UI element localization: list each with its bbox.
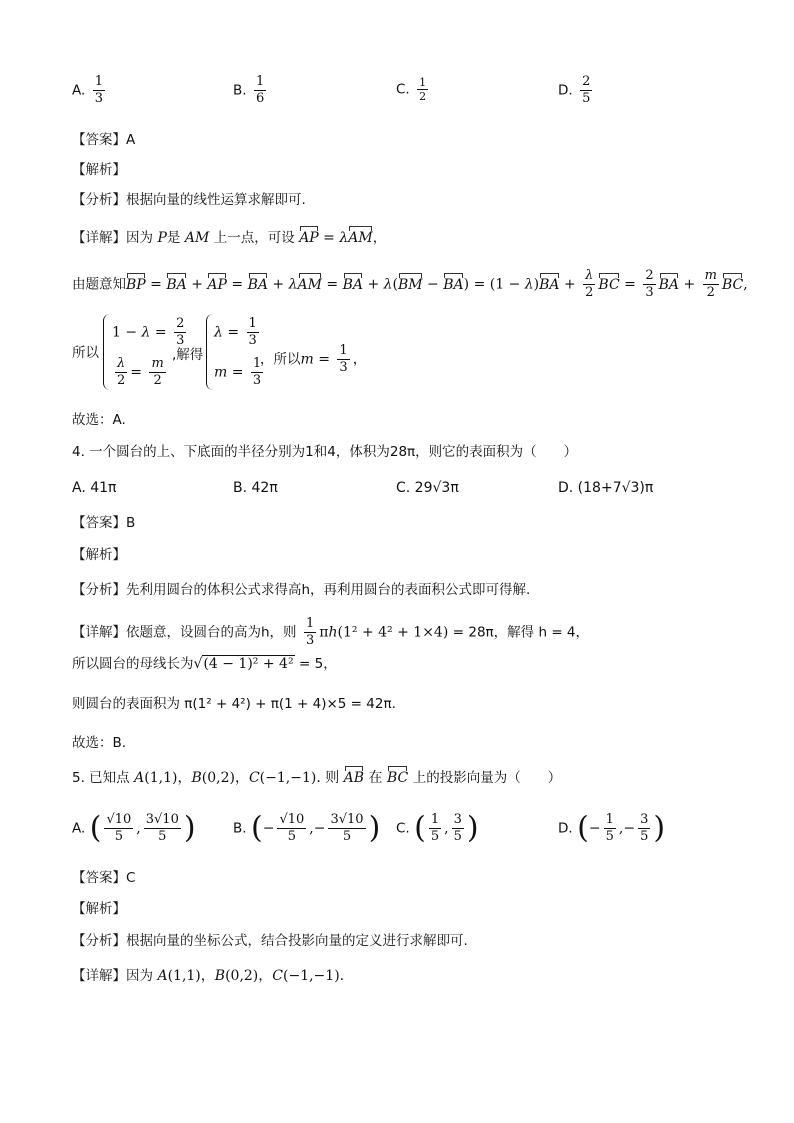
brace xyxy=(206,314,213,390)
q4-option-b: B. 42π xyxy=(233,480,278,496)
equation: $\frac{\lambda}{2}$ = $\frac{m}{2}$ xyxy=(117,356,164,388)
q3-analysis-title: 【解析】 xyxy=(72,162,126,178)
q4-slant: 所以圆台的母线长为√(4 − 1)² + 4² = 5， xyxy=(72,656,337,672)
q4-detail: 【详解】依题意，设圆台的高为h，则 $\frac{1}{3}$ πh(1² + 4² + 1×4) = 28π，解得 h = 4， xyxy=(72,616,590,648)
fraction: $\frac{2}{5}$ xyxy=(582,74,591,106)
option-label: B. xyxy=(233,82,247,99)
equation: λ = $\frac{1}{3}$ xyxy=(214,316,257,348)
q3-choose: 故选：A. xyxy=(72,412,126,428)
q5-option-a: A. ( $\frac{√10}{5}$ , $\frac{3√10}{5}$ ) xyxy=(72,810,196,846)
fraction: $\frac{1}{2}$ xyxy=(419,76,427,103)
brace xyxy=(103,314,110,390)
option-label: A. xyxy=(72,82,86,99)
q4-option-c: C. 29√3π xyxy=(396,480,459,496)
equation: m = $\frac{1}{3}$ xyxy=(214,356,262,388)
q3-detail: 【详解】因为 P是 AM 上一点，可设 AP = λAM， xyxy=(72,230,387,246)
q5-detail: 【详解】因为 A(1,1)，B(0,2)，C(−1,−1). xyxy=(72,968,345,984)
option-label: C. xyxy=(396,81,410,98)
q4-stem: 4. 一个圆台的上、下底面的半径分别为1和4，体积为28π，则它的表面积为（ ） xyxy=(72,444,578,460)
result: ，所以m = $\frac{1}{3}$ ， xyxy=(260,343,367,375)
fraction: $\frac{1}{3}$ xyxy=(94,74,104,106)
q3-option-c xyxy=(396,76,431,103)
q4-option-a: A. 41π xyxy=(72,480,117,496)
q3-answer: 【答案】A xyxy=(72,132,136,148)
q3-option-b xyxy=(233,74,269,107)
q4-answer: 【答案】B xyxy=(72,515,136,531)
q4-option-d: D. (18+7√3)π xyxy=(558,480,654,496)
solve-text: ,解得 xyxy=(172,347,204,363)
q3-system: 所以 xyxy=(72,345,99,361)
option-label: D. xyxy=(558,82,573,99)
fraction: $\frac{1}{6}$ xyxy=(256,74,265,106)
q3-derivation: 由题意知BP = BA + AP = BA + λAM = BA + λ(BM − BA) = (1 − λ)BA + $\frac{\lambda}{2}$ BC = $\frac{2}{3}$ BA + $\frac{m}{2}$ BC, xyxy=(72,268,748,300)
q4-analysis-title: 【解析】 xyxy=(72,547,126,563)
option-label: A. xyxy=(72,820,86,837)
q4-fenxi: 【分析】先利用圆台的体积公式求得高h，再利用圆台的表面积公式即可得解. xyxy=(72,582,531,598)
option-label: B. xyxy=(233,820,247,837)
q5-fenxi: 【分析】根据向量的坐标公式，结合投影向量的定义进行求解即可. xyxy=(72,933,468,949)
q4-choose: 故选：B. xyxy=(72,735,127,751)
q4-area: 则圆台的表面积为 π(1² + 4²) + π(1 + 4)×5 = 42π. xyxy=(72,696,396,712)
equation: 1 − λ = $\frac{2}{3}$ xyxy=(112,316,185,348)
option-label: D. xyxy=(558,820,573,837)
q3-option-d xyxy=(558,74,595,107)
q5-answer: 【答案】C xyxy=(72,870,136,886)
q3-fenxi: 【分析】根据向量的线性运算求解即可. xyxy=(72,192,306,208)
q3-option-a xyxy=(72,74,108,107)
q5-option-d: D. (− $\frac{1}{5}$ ,− $\frac{3}{5}$ ) xyxy=(558,810,666,846)
option-label: C. xyxy=(396,820,410,837)
q5-option-b: B. (− $\frac{√10}{5}$ ,− $\frac{3√10}{5}$ ) xyxy=(233,810,381,846)
q5-stem: 5. 已知点 A(1,1)，B(0,2)，C(−1,−1). 则 AB 在 BC 上的投影向量为（ ） xyxy=(72,770,562,786)
q5-analysis-title: 【解析】 xyxy=(72,901,126,917)
q5-option-c: C. ( $\frac{1}{5}$ , $\frac{3}{5}$ ) xyxy=(396,810,479,846)
